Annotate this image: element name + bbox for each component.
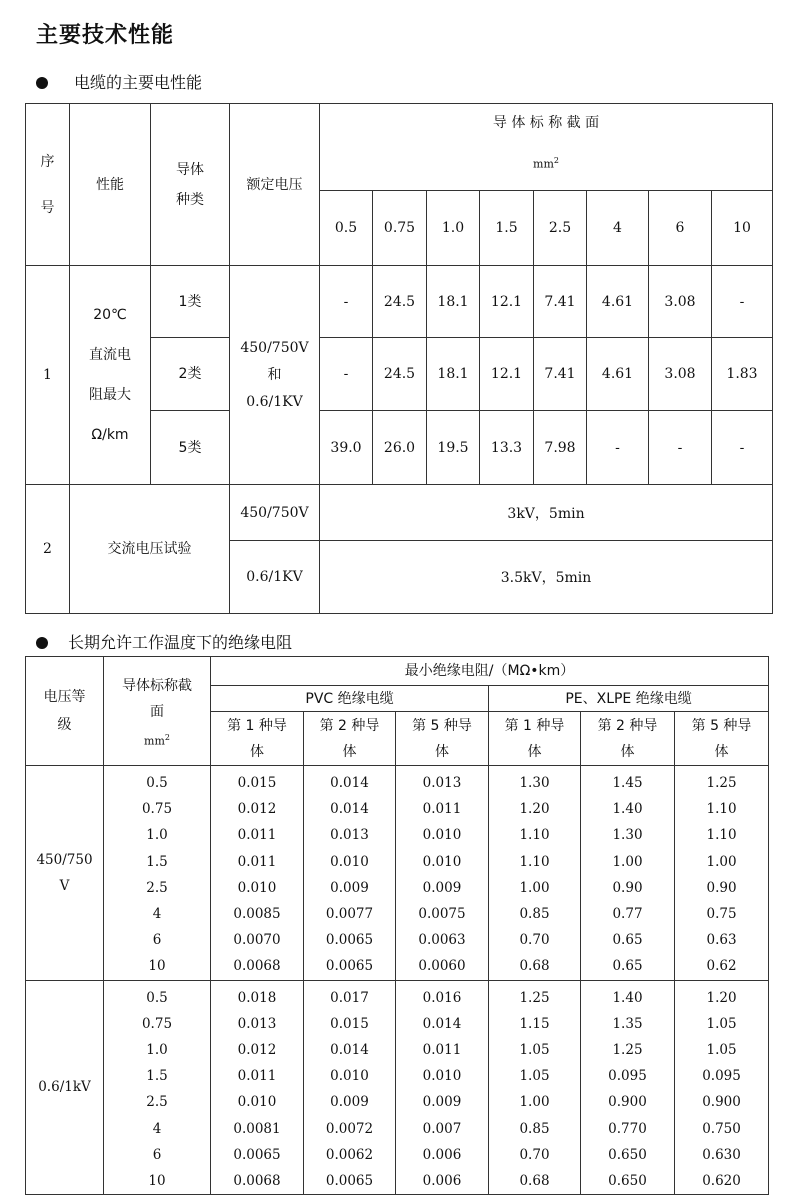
header-nominal-area [320,104,773,191]
value-cell: 24.5 [373,338,427,411]
size-header: 0.75 [373,191,427,266]
page-title: 主要技术性能 [36,23,175,48]
header-nominal-area-label: 导 体 标 称 截 面 [492,115,600,132]
size-column: 0.5 0.75 1.0 1.5 2.5 4 6 10 [104,980,211,1195]
electrical-performance-table [25,103,773,614]
value-cell: 3.08 [649,338,712,411]
value-cell: 24.5 [373,266,427,338]
pe-class5-column: 1.20 1.05 1.05 0.095 0.900 0.750 0.630 0.620 [675,980,769,1195]
section-heading-text: 长期允许工作温度下的绝缘电阻 [68,633,293,652]
test-voltage: 450/750V [230,485,320,541]
value-cell: 26.0 [373,411,427,485]
size-column: 0.5 0.75 1.0 1.5 2.5 4 6 10 [104,766,211,981]
value-cell: - [320,266,373,338]
value-cell: 39.0 [320,411,373,485]
header-class-2: 第 2 种导 体 [581,712,675,766]
pe-class1-column: 1.25 1.15 1.05 1.05 1.00 0.85 0.70 0.68 [489,980,581,1195]
header-unit: $mm^2$ [144,733,170,748]
pe-class2-column: 1.40 1.35 1.25 0.095 0.900 0.770 0.650 0.650 [581,980,675,1195]
test-value: 3kV，5min [320,485,773,541]
voltage-level-450-750: 450/750 V [26,766,104,981]
header-min-insulation: 最小绝缘电阻/（MΩ•km） [211,657,769,686]
size-header: 6 [649,191,712,266]
header-voltage-level: 电压等 级 [26,657,104,766]
size-header: 10 [712,191,773,266]
conductor-class: 1类 [151,266,230,338]
header-class-5: 第 5 种导 体 [675,712,769,766]
header-class-5: 第 5 种导 体 [396,712,489,766]
pvc-class1-column: 0.018 0.013 0.012 0.011 0.010 0.0081 0.0065 0.0068 [211,980,304,1195]
value-cell: 7.41 [534,266,587,338]
ac-voltage-test-label: 交流电压试验 [70,485,230,614]
header-seq: 序 号 [26,104,70,266]
header-class-1: 第 1 种导 体 [489,712,581,766]
size-header: 0.5 [320,191,373,266]
header-performance: 性能 [70,104,151,266]
value-cell: - [712,266,773,338]
header-rated-voltage: 额定电压 [230,104,320,266]
size-header: 4 [587,191,649,266]
value-cell: 12.1 [480,338,534,411]
value-cell: 18.1 [427,266,480,338]
section-heading-text: 电缆的主要电性能 [74,73,203,92]
header-conductor-type: 导体 种类 [151,104,230,266]
value-cell: - [712,411,773,485]
bullet-icon [36,637,48,649]
header-class-2: 第 2 种导 体 [304,712,396,766]
section-heading-electrical [36,70,202,93]
header-unit: $mm^2$ [533,156,559,171]
conductor-class: 2类 [151,338,230,411]
header-nominal-area [104,657,211,766]
size-header: 1.0 [427,191,480,266]
header-nominal-area-label: 导体标称截 面 [122,678,192,720]
value-cell: 19.5 [427,411,480,485]
value-cell: - [649,411,712,485]
pe-class2-column: 1.45 1.40 1.30 1.00 0.90 0.77 0.65 0.65 [581,766,675,981]
bullet-icon [36,77,48,89]
value-cell: 7.98 [534,411,587,485]
pvc-class2-column: 0.014 0.014 0.013 0.010 0.009 0.0077 0.0065 0.0065 [304,766,396,981]
insulation-resistance-table [25,656,769,1195]
header-pe-xlpe: PE、XLPE 绝缘电缆 [489,686,769,712]
value-cell: 12.1 [480,266,534,338]
value-cell: 13.3 [480,411,534,485]
value-cell: 18.1 [427,338,480,411]
size-header: 2.5 [534,191,587,266]
conductor-class: 5类 [151,411,230,485]
pe-class1-column: 1.30 1.20 1.10 1.10 1.00 0.85 0.70 0.68 [489,766,581,981]
dc-resistance-label: 20℃ 直流电 阻最大 Ω/km [70,266,151,485]
value-cell: - [320,338,373,411]
value-cell: 4.61 [587,266,649,338]
rated-voltage-cell: 450/750V 和 0.6/1KV [230,266,320,485]
value-cell: 7.41 [534,338,587,411]
row-seq: 1 [26,266,70,485]
value-cell: - [587,411,649,485]
value-cell: 3.08 [649,266,712,338]
pvc-class5-column: 0.013 0.011 0.010 0.010 0.009 0.0075 0.0063 0.0060 [396,766,489,981]
row-seq: 2 [26,485,70,614]
header-class-1: 第 1 种导 体 [211,712,304,766]
size-header: 1.5 [480,191,534,266]
pvc-class5-column: 0.016 0.014 0.011 0.010 0.009 0.007 0.006 0.006 [396,980,489,1195]
section-heading-insulation [36,630,292,653]
pe-class5-column: 1.25 1.10 1.10 1.00 0.90 0.75 0.63 0.62 [675,766,769,981]
test-value: 3.5kV，5min [320,541,773,614]
voltage-level-0-6-1kv: 0.6/1kV [26,980,104,1195]
value-cell: 1.83 [712,338,773,411]
value-cell: 4.61 [587,338,649,411]
header-pvc: PVC 绝缘电缆 [211,686,489,712]
pvc-class2-column: 0.017 0.015 0.014 0.010 0.009 0.0072 0.0062 0.0065 [304,980,396,1195]
pvc-class1-column: 0.015 0.012 0.011 0.011 0.010 0.0085 0.0070 0.0068 [211,766,304,981]
test-voltage: 0.6/1KV [230,541,320,614]
